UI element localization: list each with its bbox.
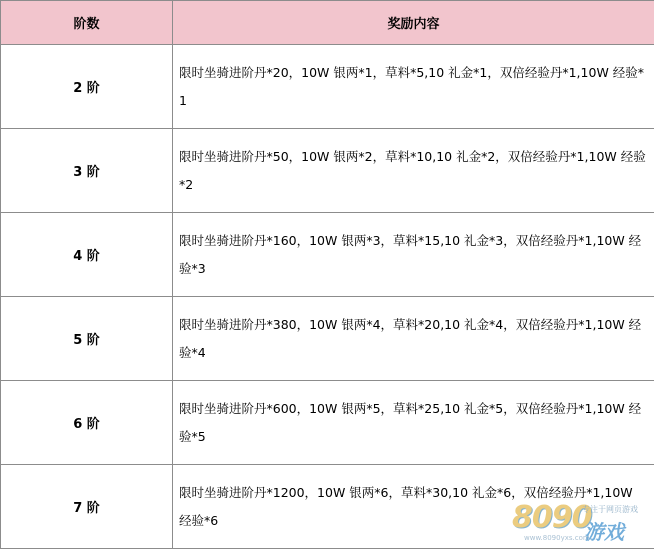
reward-cell: 限时坐骑进阶丹*160，10W 银两*3，草料*15,10 礼金*3，双倍经验丹*1,10W 经验*3 [173,213,654,297]
table-row [1,381,654,465]
watermark-tagline: 专注于网页游戏 [582,505,638,514]
header-level: 阶数 [1,1,173,45]
level-cell: 5 阶 [1,297,173,381]
table-row [1,129,654,213]
table-row [1,297,654,381]
level-cell: 2 阶 [1,45,173,129]
reward-cell: 限时坐骑进阶丹*20，10W 银两*1，草料*5,10 礼金*1，双倍经验丹*1,10W 经验*1 [173,45,654,129]
watermark-logo: 8090 [512,500,592,535]
site-watermark [512,494,650,546]
reward-cell: 限时坐骑进阶丹*380，10W 银两*4，草料*20,10 礼金*4，双倍经验丹*1,10W 经验*4 [173,297,654,381]
table-row [1,213,654,297]
level-cell: 6 阶 [1,381,173,465]
table-header-row [1,1,654,45]
table-row [1,45,654,129]
watermark-domain: www.8090yxs.com [524,534,590,542]
header-reward: 奖励内容 [173,1,654,45]
reward-cell: 限时坐骑进阶丹*600，10W 银两*5，草料*25,10 礼金*5，双倍经验丹*1,10W 经验*5 [173,381,654,465]
level-cell: 4 阶 [1,213,173,297]
reward-cell: 限时坐骑进阶丹*50，10W 银两*2，草料*10,10 礼金*2，双倍经验丹*1,10W 经验*2 [173,129,654,213]
reward-cell: 限时坐骑进阶丹*1200，10W 银两*6，草料*30,10 礼金*6，双倍经验丹*1,10W 经验*6 [173,465,654,549]
level-cell: 7 阶 [1,465,173,549]
watermark-swirl: 游戏 [584,520,624,544]
level-cell: 3 阶 [1,129,173,213]
